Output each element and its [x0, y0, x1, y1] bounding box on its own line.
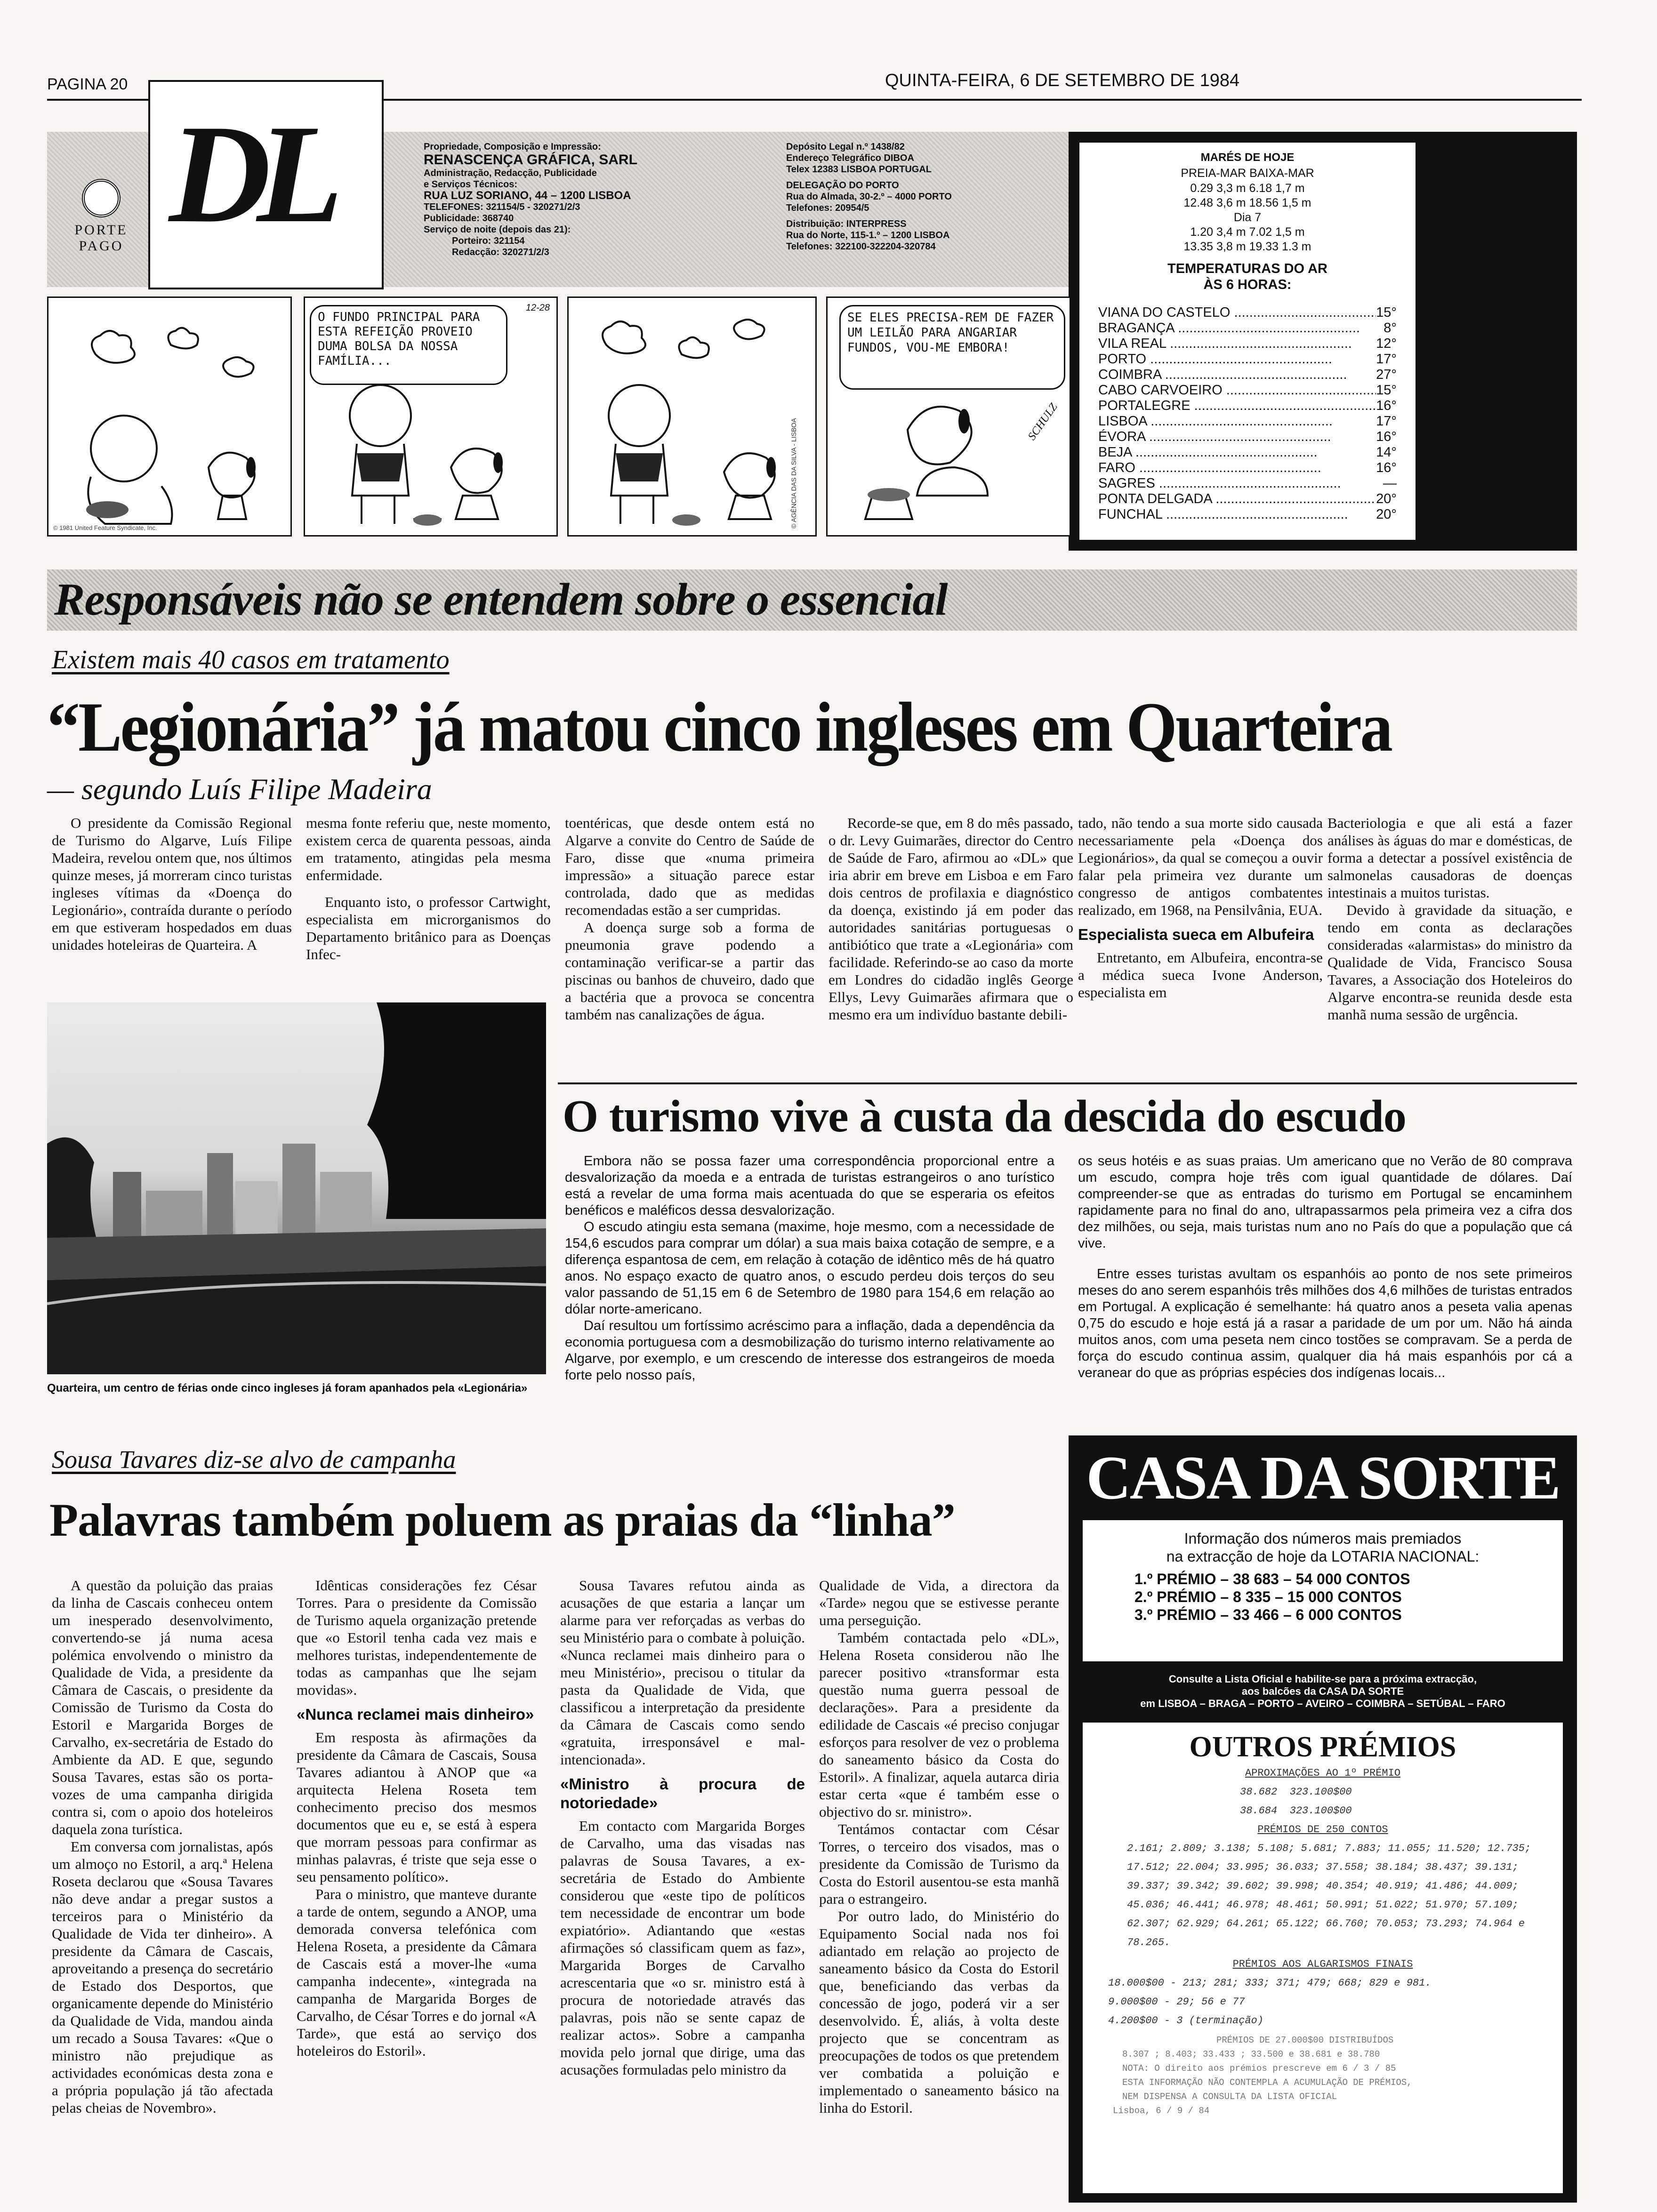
comic-signature: SCHULZ — [1025, 401, 1060, 443]
prize-row: 2.º PRÉMIO – 8 335 – 15 000 CONTOS — [1134, 1588, 1402, 1605]
paragraph: Enquanto isto, o professor Cartwight, especialista em microrganismos do Departamento britânico para as Doenças Infec- — [306, 894, 551, 962]
city-temp: 12° — [1376, 336, 1397, 351]
temperature-row — [1098, 414, 1397, 429]
crest-icon — [82, 179, 121, 217]
article3-headline: Palavras também poluem as praias da “linha” — [49, 1494, 955, 1546]
legal-line: Telefones: 20954/5 — [786, 203, 869, 213]
aprox-line: 38.682 323.100$00 — [1240, 1786, 1352, 1798]
paragraph: O presidente da Comissão Regional de Turismo do Algarve, Luís Filipe Madeira, revelou ontem que, nos últimos quinze meses, já morreram cinco turistas ingleses vítimas da «Doença do Legionário», contraída durante o período em que estiveram hospedados em duas unidades hoteleiras de Quarteira. A — [52, 815, 292, 953]
comic-copyright: © 1981 United Feature Syndicate, Inc. — [53, 524, 157, 531]
article2-col2 — [1078, 1153, 1572, 1381]
paragraph: tado, não tendo a sua morte sido causada necessariamente pela «Doença dos Legionários», da qual se começou a ouvir falar pela primeira vez durante um congresso de antigos combatentes realizado, em 1968, na Pensilvânia, EUA. — [1078, 815, 1323, 918]
article2-col1 — [565, 1153, 1054, 1384]
logo-box — [148, 80, 384, 289]
city-temp: 16° — [1376, 398, 1397, 413]
city-name: FARO ..... — [1098, 460, 1321, 476]
lottery-intro-2: na extracção de hoje da LOTARIA NACIONAL: — [1166, 1548, 1480, 1565]
city-name: VILA REAL ..... — [1098, 336, 1352, 352]
comic-panel-4 — [826, 297, 1071, 537]
prize-row: 3.º PRÉMIO – 33 466 – 6 000 CONTOS — [1134, 1606, 1402, 1623]
paragraph: Devido à gravidade da situação, e tendo em conta as declarações consideradas «alarmistas» do ministro da Qualidade de Vida, Francisco Sousa Tavares, a Associação dos Hoteleiros do Algarve encontra-se reunida desde esta manhã numa sessão de urgência. — [1327, 902, 1572, 1023]
city-temp: 14° — [1376, 445, 1397, 460]
legal-info — [786, 141, 1050, 252]
aprox-title: APROXIMAÇÕES AO 1º PRÉMIO — [1245, 1767, 1401, 1779]
paragraph: Qualidade de Vida, a directora da «Tarde» negou que se estivesse perante uma perseguição. — [819, 1577, 1059, 1628]
comic-date-code: 12-28 — [525, 303, 550, 313]
legal-line: Rua do Norte, 115-1.º – 1200 LISBOA — [786, 230, 950, 240]
consult-text — [1069, 1673, 1577, 1710]
quarteira-photo — [47, 1002, 546, 1374]
temperature-row — [1098, 336, 1397, 352]
city-name: BEJA ..... — [1098, 445, 1318, 460]
city-temp: 20° — [1376, 507, 1397, 522]
premios-line: 78.265. — [1127, 1937, 1171, 1948]
article3-col3 — [560, 1577, 805, 2078]
paragraph: Entre esses turistas avultam os espanhóis ao ponto de nos sete primeiros meses do ano serem espanhóis três milhões dos 4,6 milhões de turistas entrados em Portugal. A explicação é semelhante: há quatro anos a peseta valia apenas 0,75 do escudo e hoje está já a rasar a paridade de um por um. Não há ainda muitos anos, com uma peseta nem cinco tostões se compravam. Se a perda de força do escudo continua assim, qualquer dia há mais espanhóis por cá a veranear do que as próprias espécies dos indígenas locais... — [1078, 1266, 1572, 1380]
tides-subtitle: PREIA-MAR BAIXA-MAR — [1181, 167, 1314, 180]
premios-title: PRÉMIOS DE 250 CONTOS — [1257, 1824, 1388, 1835]
photo-caption: Quarteira, um centro de férias onde cinco ingleses já foram apanhados pela «Legionária» — [47, 1382, 528, 1395]
publisher-address: RUA LUZ SORIANO, 44 – 1200 LISBOA — [424, 189, 631, 202]
lottery-footnotes — [1094, 2033, 1552, 2118]
paragraph: Bacteriologia e que ali está a fazer análises às águas do mar e domésticas, de forma a detectar a possível existência de salmonelas causadoras de doenças intestinais a muitos turistas. — [1327, 815, 1572, 901]
temperature-row — [1098, 398, 1397, 414]
paragraph: Entretanto, em Albufeira, encontra-se a médica sueca Ivone Anderson, especialista em — [1078, 949, 1323, 1001]
temperature-row — [1098, 321, 1397, 336]
temperatures-list — [1098, 305, 1397, 522]
city-temp: 8° — [1384, 321, 1397, 336]
article1-col1 — [52, 814, 292, 954]
legal-line: Depósito Legal n.º 1438/82 — [786, 142, 905, 152]
city-temp: 27° — [1376, 367, 1397, 382]
legal-line: Endereço Telegráfico DIBOA — [786, 153, 914, 163]
porte-pago-stamp — [71, 179, 132, 254]
temperature-row — [1098, 507, 1397, 522]
publisher-info — [424, 141, 716, 258]
comic-bubble-2: SE ELES PRECISA-REM DE FAZER UM LEILÃO PARA ANGARIAR FUNDOS, VOU-ME EMBORA! — [839, 305, 1065, 390]
paragraph: toentéricas, que desde ontem está no Algarve a convite do Centro de Saúde de Faro, disse que «numa primeira impressão» a situação parece estar controlada, dado que as medidas recomendadas estão a ser cumpridas. — [565, 815, 814, 918]
publisher-line: Redacção: 320271/2/3 — [452, 247, 549, 257]
city-name: COIMBRA ..... — [1098, 367, 1347, 383]
publication-date: QUINTA-FEIRA, 6 DE SETEMBRO DE 1984 — [885, 71, 1240, 90]
consult-line: Consulte a Lista Oficial e habilite-se para a próxima extracção, — [1168, 1673, 1477, 1685]
city-temp: 20° — [1376, 491, 1397, 506]
publisher-line: Serviço de noite (depois das 21): — [424, 224, 571, 235]
comic-panel-3 — [567, 297, 817, 537]
comic-panel-1-art — [48, 298, 292, 537]
page-number: PAGINA 20 — [47, 75, 128, 93]
article1-col5 — [1078, 814, 1323, 1001]
algarismos-title: PRÉMIOS AOS ALGARISMOS FINAIS — [1232, 1958, 1413, 1970]
outros-premios-box — [1083, 1723, 1563, 2193]
paragraph: Em contacto com Margarida Borges de Carvalho, uma das visadas nas palavras de Sousa Tavares, a ex-secretária de Estado do Ambiente considerou que «este tipo de políticos tem necessidade de encontrar um bode expiatório». Adiantando que «estas afirmações só classificam quem as faz», Margarida Borges de Carvalho acrescentaria que «o sr. ministro está à procura de notoriedade através das palavras, pois não se sente capaz de realizar actos». Sobre a campanha movida pelo jornal que dirige, uma das acusações formuladas pelo ministro da — [560, 1818, 805, 2078]
publisher-line: Propriedade, Composição e Impressão: — [424, 142, 601, 152]
temperature-row — [1098, 352, 1397, 367]
temperature-row — [1098, 460, 1397, 476]
article3-col1 — [52, 1577, 273, 2116]
paragraph: A doença surge sob a forma de pneumonia grave podendo a contaminação verificar-se a partir das piscinas ou banhos de chuveiro, dado que a bactéria que a provoca se concentra também nas canalizações de água. — [565, 919, 814, 1023]
article1-col6 — [1327, 814, 1572, 1023]
subheading: «Ministro à procura de notoriedade» — [560, 1775, 805, 1811]
temperature-row — [1098, 305, 1397, 321]
article3-col4 — [819, 1577, 1059, 2116]
footnote-line: ESTA INFORMAÇÃO NÃO CONTEMPLA A ACUMULAÇÃO DE PRÉMIOS, — [1122, 2077, 1412, 2088]
paragraph: O escudo atingiu esta semana (maxime, hoje mesmo, com a necessidade de 154,6 escudos para comprar um dólar) a sua mais baixa cotação de sempre, e a diferença espantosa de cem, em relação à cotação de idêntico mês de há quatro anos. No espaço exacto de quatro anos, o escudo perdeu dois terços do seu valor passando de 51,15 em 6 de Setembro de 1980 para 154,6 em relação ao dólar norte-americano. — [565, 1219, 1054, 1317]
casa-da-sorte-ad — [1069, 1435, 1577, 2203]
prize-row: 1.º PRÉMIO – 38 683 – 54 000 CONTOS — [1134, 1571, 1410, 1587]
paragraph: mesma fonte referiu que, neste momento, existem cerca de quarenta pessoas, ainda em tratamento, atingidas pela mesma enfermidade. — [306, 815, 551, 883]
temperature-row — [1098, 476, 1397, 491]
outros-premios-title: OUTROS PRÉMIOS — [1189, 1731, 1456, 1763]
aprox-line: 38.684 323.100$00 — [1240, 1805, 1352, 1817]
temperatures-title: TEMPERATURAS DO AR — [1167, 261, 1327, 276]
footnote-line: NOTA: O direito aos prémios prescreve em 6 / 3 / 85 — [1122, 2063, 1396, 2074]
publisher-line: Administração, Redacção, Publicidade — [424, 168, 597, 178]
algarismos-line: 9.000$00 - 29; 56 e 77 — [1108, 1996, 1245, 2008]
quarteira-photo-art — [47, 1002, 546, 1374]
footnote-line: PRÉMIOS DE 27.000$00 DISTRIBUÍDOS — [1216, 2035, 1394, 2045]
prize-list — [1097, 1570, 1549, 1624]
comic-bubble-1: O FUNDO PRINCIPAL PARA ESTA REFEIÇÃO PROVEIO DUMA BOLSA DA NOSSA FAMÍLIA... — [310, 305, 507, 385]
publisher-name: RENASCENÇA GRÁFICA, SARL — [424, 152, 637, 168]
temperatures-subtitle: ÀS 6 HORAS: — [1203, 277, 1292, 292]
city-temp: — — [1383, 476, 1397, 491]
article1-col3 — [565, 814, 814, 1023]
city-temp: 15° — [1376, 305, 1397, 320]
publisher-line: e Serviços Técnicos: — [424, 179, 517, 190]
algarismos-line: 4.200$00 - 3 (terminação) — [1108, 2015, 1264, 2027]
publisher-line: Publicidade: 368740 — [424, 213, 514, 224]
lottery-intro-1: Informação dos números mais premiados — [1184, 1530, 1462, 1547]
premios-line: 45.036; 46.441; 46.978; 48.461; 50.991; 51.022; 51.970; 57.109; — [1127, 1899, 1519, 1911]
banner-headline: Responsáveis não se entendem sobre o essencial — [54, 574, 948, 625]
paragraph: Para o ministro, que manteve durante a tarde de ontem, segundo a ANOP, uma demorada conversa telefónica com Helena Roseta, a presidente da Câmara de Cascais está a mover-lhe «uma campanha indecente», «integrada na campanha de Margarida Borges de Carvalho, de César Torres e do jornal «A Tarde», que está ao serviço dos hoteleiros do Estoril». — [297, 1886, 537, 2059]
article3-kicker: Sousa Tavares diz-se alvo de campanha — [52, 1445, 456, 1474]
legal-line: Distribuição: INTERPRESS — [786, 219, 907, 229]
porte-pago-label: PORTE PAGO — [74, 222, 128, 254]
city-name: ÉVORA ..... — [1098, 429, 1331, 445]
premios-list — [1094, 1839, 1552, 1952]
legal-line: Telex 12383 LISBOA PORTUGAL — [786, 164, 932, 175]
paragraph: os seus hotéis e as suas praias. Um americano que no Verão de 80 comprava um escudo, compra hoje três com igual quantidade de dólares. Daí compreender-se que as entradas do turismo em Portugal se encaminhem rapidamente para no final do ano, ultrapassarmos pela primeira vez a cifra dos dez milhões, ou seja, mais turistas num ano no País do que a população que cá vive. — [1078, 1154, 1572, 1251]
tide-row: 0.29 3,3 m 6.18 1,7 m — [1190, 182, 1305, 195]
temperature-row — [1098, 445, 1397, 460]
article1-kicker: Existem mais 40 casos em tratamento — [52, 645, 450, 674]
comic-panel-2 — [304, 297, 558, 537]
paragraph: Em conversa com jornalistas, após um almoço no Estoril, a arq.ª Helena Roseta declarou que «Sousa Tavares não deve andar a pregar sustos a terceiros para o Ministério da Qualidade de Vida ter dinheiro». A presidente da Câmara de Cascais, aproveitando a presença do secretário de Estado dos Desportos, que organicamente depende do Ministério da Qualidade de Vida, mandou ainda um recado a Sousa Tavares: «Que o ministro não prejudique as actividades económicas desta zona e a própria população já tão afectada pelas cheias de Novembro». — [52, 1838, 273, 2116]
legal-line: Telefones: 322100-322204-320784 — [786, 241, 936, 252]
paragraph: Também contactada pelo «DL», Helena Roseta considerou não lhe parecer positivo «transformar esta questão numa guerra pessoal de declarações». Para a presidente da edilidade de Cascais «é preciso conjugar esforços para resolver de vez o problema do saneamento básico da Costa do Estoril». A finalizar, aquela autarca diria estar certa «que é também esse o objectivo do sr. ministro». — [819, 1629, 1059, 1820]
paragraph: Em resposta às afirmações da presidente da Câmara de Cascais, Sousa Tavares adiantou à ANOP que «a arquitecta Helena Roseta tem conhecimento preciso dos mesmos documentos que eu e, se está à espera que morram pessoas para confirmar as minhas palavras, é triste que seja esse o seu pensamento político». — [297, 1729, 537, 1885]
article1-byline: — segundo Luís Filipe Madeira — [47, 772, 432, 806]
tides-table — [1098, 181, 1397, 254]
premios-line: 62.307; 62.929; 64.261; 65.122; 66.760; 70.053; 73.293; 74.964 e — [1127, 1918, 1525, 1930]
dl-logo: DL — [169, 96, 329, 252]
city-name: SAGRES ..... — [1098, 476, 1341, 491]
tide-row: 12.48 3,6 m 18.56 1,5 m — [1183, 196, 1311, 209]
article1-col4 — [828, 814, 1073, 1023]
lottery-results-box — [1083, 1520, 1563, 1661]
comic-panel-3-art — [569, 298, 817, 537]
paragraph: Tentámos contactar com César Torres, o terceiro dos visados, mas o presidente da Comissão de Turismo da Costa do Estoril ausentou-se esta manhã para o estrangeiro. — [819, 1821, 1059, 1907]
paragraph: Sousa Tavares refutou ainda as acusações de que estaria a lançar um alarme para ver reforçadas as verbas do seu Ministério para o combate à poluição. «Nunca reclamei mais dinheiro para o meu Ministério», precisou o titular da pasta da Qualidade de Vida, que classificou a interpretação da presidente da Câmara de Cascais como sendo «gratuita, irresponsável e mal-intencionada». — [560, 1577, 805, 1768]
publisher-line: TELEFONES: 321154/5 - 320271/2/3 — [424, 202, 580, 212]
footnote-line: NEM DISPENSA A CONSULTA DA LISTA OFICIAL — [1122, 2092, 1337, 2102]
city-name: PORTALEGRE ..... — [1098, 398, 1376, 414]
weather-panel — [1078, 141, 1417, 541]
tide-row: Dia 7 — [1233, 211, 1262, 224]
city-name: VIANA DO CASTELO ..... — [1098, 305, 1376, 321]
consult-line: em LISBOA – BRAGA – PORTO – AVEIRO – COIMBRA – SETÚBAL – FARO — [1140, 1698, 1505, 1709]
paragraph: Daí resultou um fortíssimo acréscimo para a inflação, dada a dependência da economia portuguesa com a desmobilização do turismo interno relativamente ao Algarve, por exemplo, e um crescendo de interesse dos estrangeiros de moeda forte pelo nosso país, — [565, 1318, 1054, 1383]
subheading: Especialista sueca em Albufeira — [1078, 926, 1314, 943]
temperature-row — [1098, 367, 1397, 383]
premios-line: 17.512; 22.004; 33.995; 36.033; 37.558; 38.184; 38.437; 39.131; — [1127, 1861, 1519, 1873]
city-name: CABO CARVOEIRO ..... — [1098, 383, 1376, 398]
publisher-line: Porteiro: 321154 — [452, 236, 525, 246]
tide-row: 1.20 3,4 m 7.02 1,5 m — [1190, 225, 1305, 239]
temperature-row — [1098, 429, 1397, 445]
tide-row: 13.35 3,8 m 19.33 1.3 m — [1183, 240, 1311, 253]
city-temp: 16° — [1376, 460, 1397, 475]
footnote-line: Lisboa, 6 / 9 / 84 — [1113, 2106, 1210, 2116]
comic-panel-1 — [47, 297, 292, 537]
city-name: BRAGANÇA ..... — [1098, 321, 1360, 336]
premios-line: 2.161; 2.809; 3.138; 5.108; 5.681; 7.883; 11.055; 11.520; 12.735; — [1127, 1843, 1531, 1854]
paragraph: Idênticas considerações fez César Torres. Para o presidente da Comissão de Turismo aquela organização pretende que «o Estoril tenha cada vez mais e melhores turistas, independentemente de todas as campanhas que lhe sejam movidas». — [297, 1577, 537, 1698]
casa-da-sorte-title: CASA DA SORTE — [1086, 1443, 1560, 1512]
paragraph: A questão da poluição das praias da linha de Cascais conheceu ontem um inesperado desenvolvimento, convertendo-se já numa acesa polémica envolvendo o ministro da Qualidade de Vida, a presidente da Câmara de Cascais, o presidente da Comissão de Turismo da Costa do Estoril e Margarida Borges de Carvalho, ex-secretária de Estado do Ambiente da AD. E que, segundo Sousa Tavares, estas são os porta-vozes de uma campanha dirigida contra si, com o apoio dos hoteleiros daquela zona turística. — [52, 1577, 273, 1837]
city-temp: 17° — [1376, 352, 1397, 367]
footnote-line: 8.307 ; 8.403; 33.433 ; 33.500 e 38.681 e 38.780 — [1122, 2049, 1380, 2060]
legal-line: DELEGAÇÃO DO PORTO — [786, 180, 899, 191]
article3-col2 — [297, 1577, 537, 2060]
article1-headline: “Legionária” já matou cinco ingleses em Quarteira — [47, 688, 1392, 766]
city-name: FUNCHAL ..... — [1098, 507, 1348, 522]
article2-rule — [558, 1082, 1577, 1084]
comic-strip — [47, 297, 1073, 537]
consult-line: aos balcões da CASA DA SORTE — [1241, 1685, 1404, 1697]
paragraph: Recorde-se que, em 8 do mês passado, o dr. Levy Guimarães, director do Centro de Saúde de Faro, afirmou ao «DL» que iria abrir em breve em Lisboa e em Faro dois centros de profilaxia e diagnóstico da doença, existindo já em poder das autoridades sanitárias portuguesas o antibiótico que trate a «Legionária» com facilidade. Referindo-se ao caso da morte em Londres do cidadão inglês George Ellys, Levy Guimarães afirmara que o mesmo era um indivíduo bastante debili- — [828, 815, 1073, 1023]
paragraph: Embora não se possa fazer uma correspondência proporcional entre a desvalorização da moeda e a entrada de turistas estrangeiros o ano turístico está a revelar de uma forma mais acentuada do que se esperaria os efeitos benéficos e maléficos dessa desvalorização. — [565, 1154, 1054, 1218]
temperature-row — [1098, 491, 1397, 507]
weather-box — [1069, 132, 1577, 551]
city-name: PONTA DELGADA ..... — [1098, 491, 1376, 507]
city-name: LISBOA ..... — [1098, 414, 1333, 429]
city-name: PORTO ..... — [1098, 352, 1332, 367]
premios-line: 39.337; 39.342; 39.602; 39.998; 40.354; 40.919; 41.486; 44.009; — [1127, 1880, 1519, 1892]
article1-col2 — [306, 814, 551, 963]
legal-line: Rua do Almada, 30-2.º – 4000 PORTO — [786, 192, 952, 202]
subheading: «Nunca reclamei mais dinheiro» — [297, 1706, 534, 1723]
paragraph: Por outro lado, do Ministério do Equipamento Social nada nos foi adiantado em relação ao projecto de saneamento básico da Costa do Estoril que, beneficiando das verbas da concessão de jogo, poderá vir a ser desenvolvido. É, aliás, à volta deste projecto que se concentram as preocupações de todos os que pretendem ver combatida a poluição e implementado o saneamento básico na linha do Estoril. — [819, 1908, 1059, 2116]
city-temp: 15° — [1376, 383, 1397, 398]
city-temp: 17° — [1376, 414, 1397, 429]
city-temp: 16° — [1376, 429, 1397, 444]
comic-side-credit: © AGÊNCIA DAS DA SILVA - LISBOA — [790, 418, 797, 529]
temperature-row — [1098, 383, 1397, 398]
article2-headline: O turismo vive à custa da descida do escudo — [563, 1091, 1406, 1142]
algarismos-line: 18.000$00 - 213; 281; 333; 371; 479; 668; 829 e 981. — [1108, 1977, 1432, 1989]
tides-title: MARÉS DE HOJE — [1200, 151, 1295, 164]
